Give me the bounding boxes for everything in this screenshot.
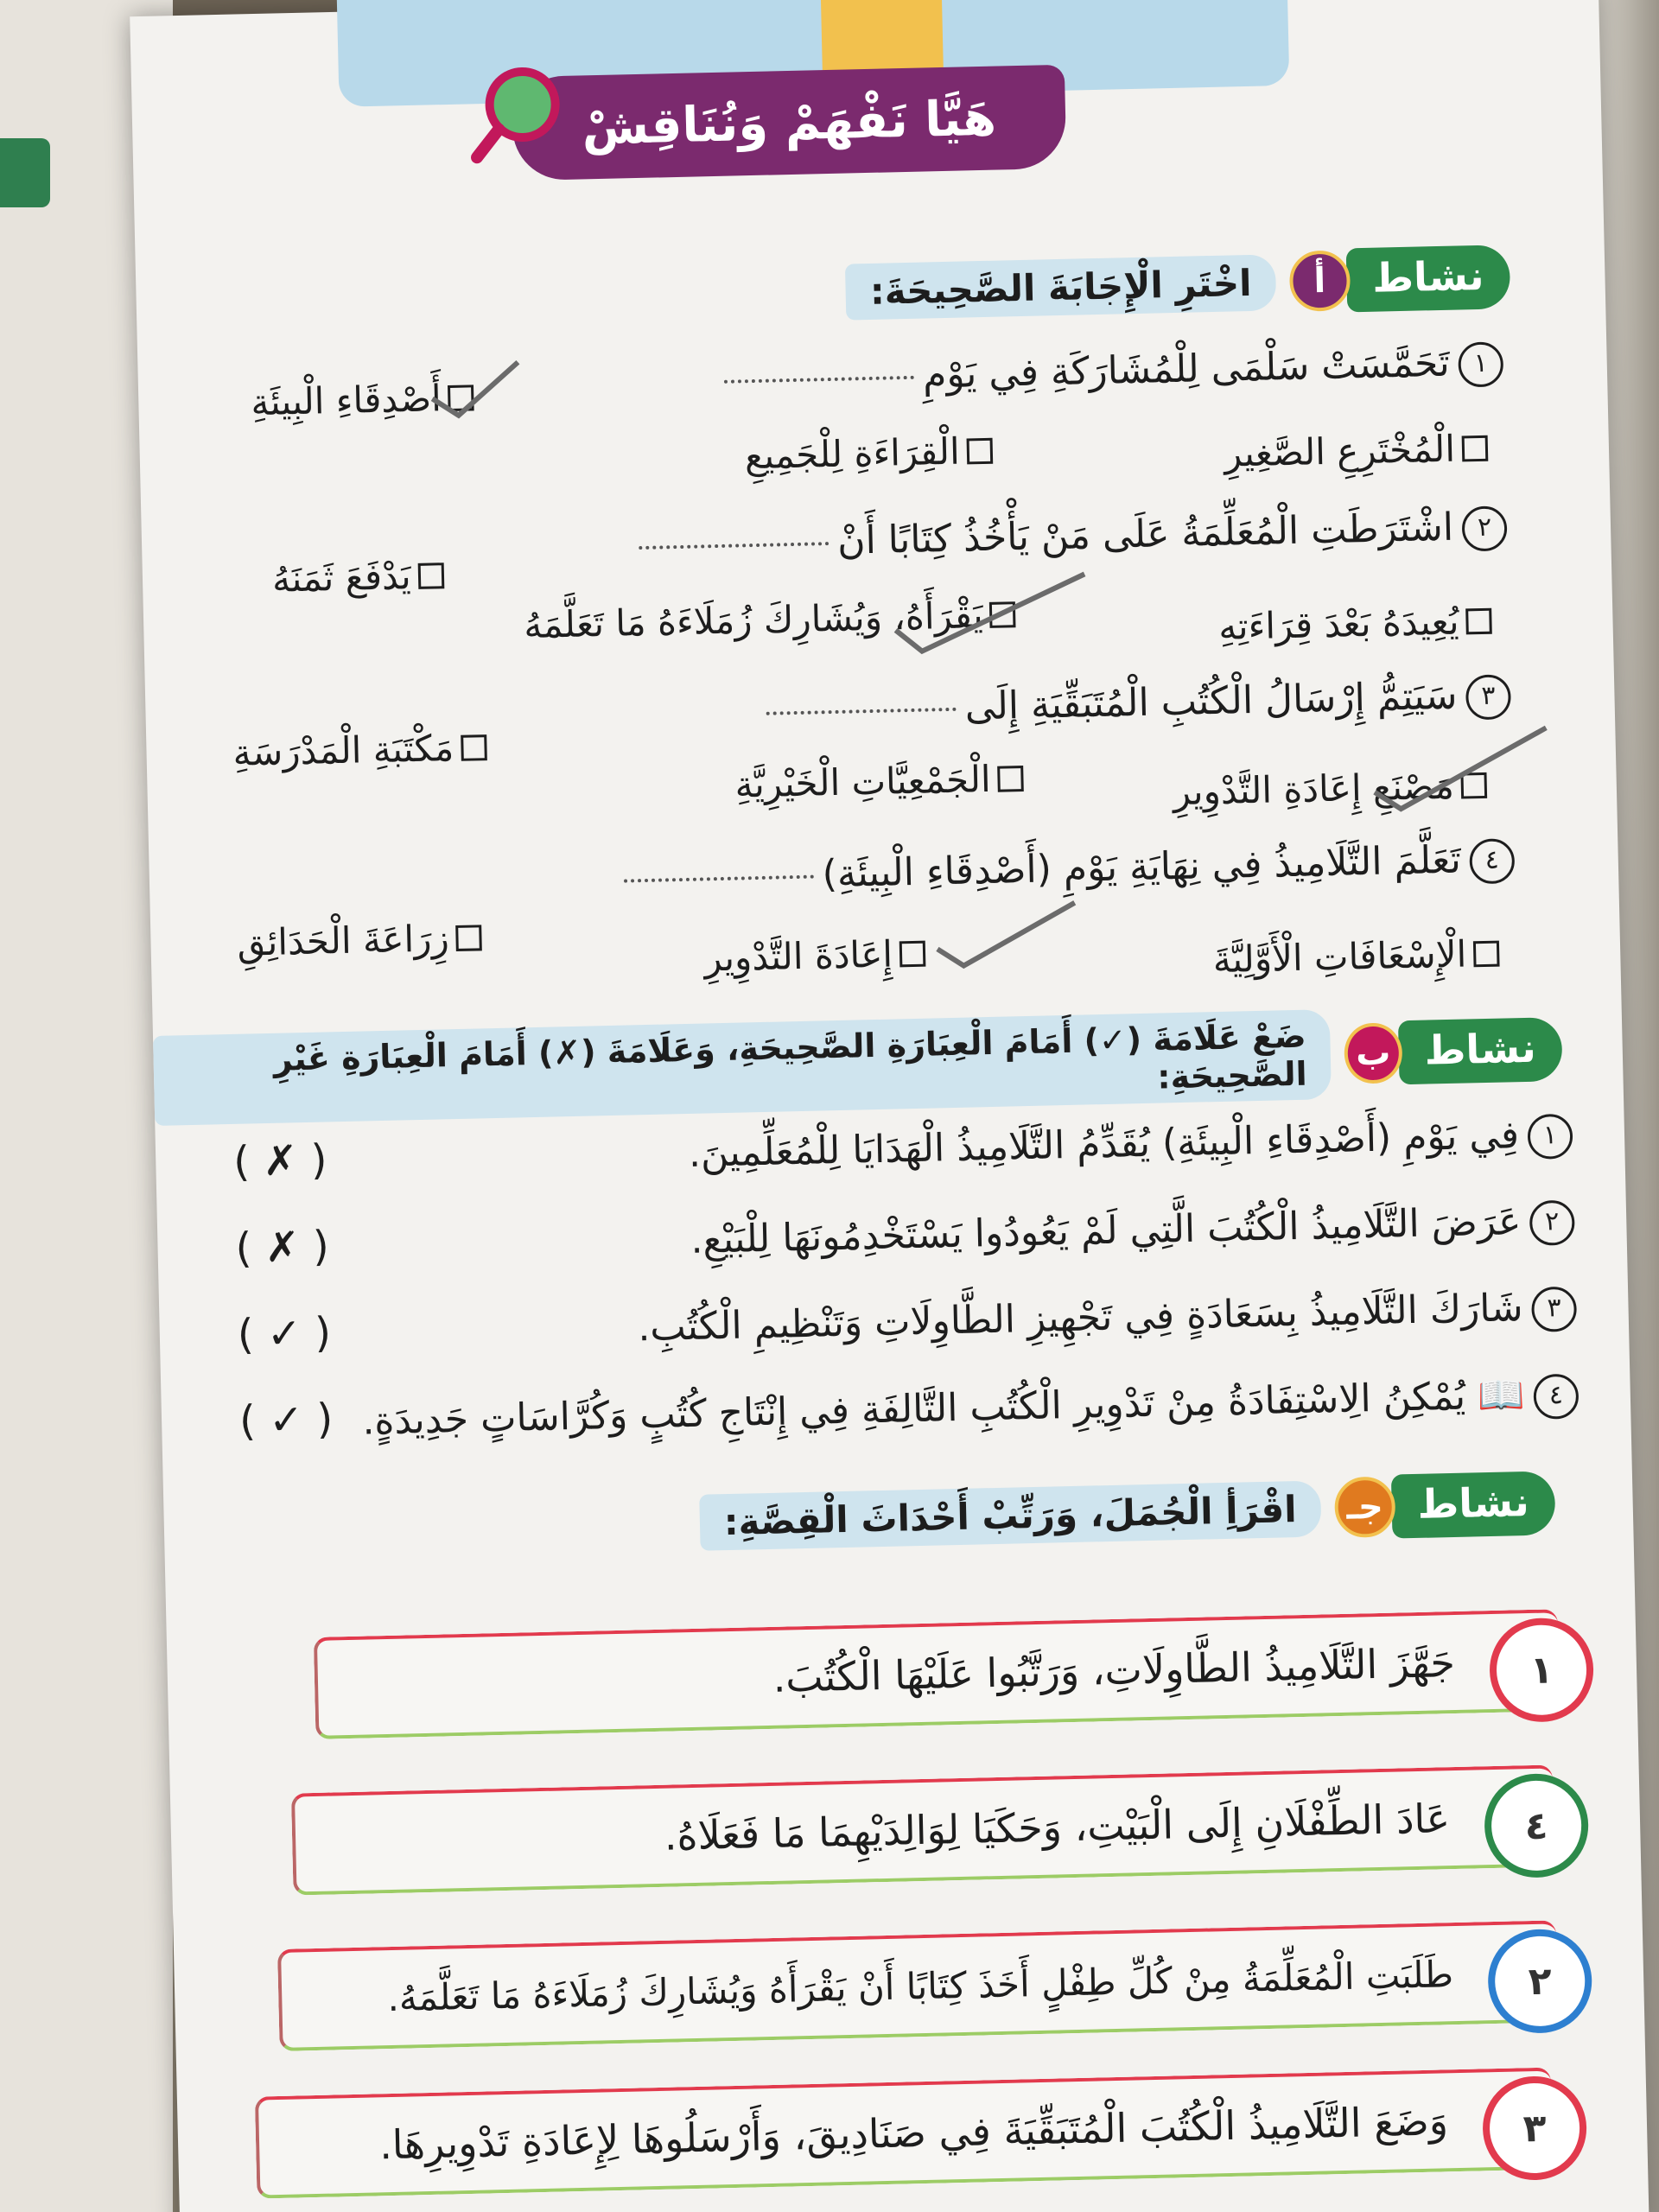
checkbox-icon: [417, 563, 444, 589]
pencil-check-mark: [928, 894, 1085, 976]
order-circle[interactable]: ٤: [1484, 1773, 1590, 1879]
order-circle[interactable]: ١: [1489, 1617, 1595, 1723]
question-2: ٢اشْتَرَطَتِ الْمُعَلِّمَةُ عَلَى مَنْ يَأْخُذُ كِتَابًا أَنْ: [639, 504, 1508, 570]
checkbox-icon: [997, 766, 1024, 792]
checkbox-icon: [899, 940, 926, 967]
answer-blank: [639, 542, 829, 550]
option-checkbox[interactable]: الْإِسْعَافَاتِ الْأَوَّلِيَّةَ: [1212, 932, 1500, 982]
option-checkbox[interactable]: الْمُخْتَرِعِ الصَّغِيرِ: [1224, 427, 1488, 475]
answer-blank: [766, 708, 957, 715]
option-checkbox[interactable]: إِعَادَةَ التَّدْوِيرِ: [704, 932, 926, 980]
answer-blank: [724, 376, 914, 384]
activity-b-header: [153, 1004, 1563, 1126]
activity-a-header: [845, 245, 1510, 323]
answer-blank: [624, 875, 814, 883]
checkbox-icon: [455, 925, 482, 951]
story-sentence-box: ٢ طَلَبَتِ الْمُعَلِّمَةُ مِنْ كُلِّ طِفْلٍ أَخَذَ كِتَابًا أَنْ يَقْرَأَهُ وَيُشَارِكَ زُمَلَاءَهُ مَا تَعَلَّمَهُ.: [277, 1920, 1558, 2051]
answer-mark[interactable]: ( ✗ ): [234, 1222, 330, 1273]
statement-3: ٣شَارَكَ التَّلَامِيذُ بِسَعَادَةٍ فِي تَجْهِيزِ الطَّاوِلَاتِ وَتَنْظِيمِ الْكُتُبِ.: [638, 1285, 1577, 1353]
order-circle[interactable]: ٣: [1482, 2075, 1588, 2182]
option-checkbox[interactable]: الْجَمْعِيَّاتِ الْخَيْرِيَّةِ: [734, 757, 1024, 806]
checkbox-icon: [1473, 940, 1500, 967]
activity-instruction: اقْرَأِ الْجُمَلَ، وَرَتِّبْ أَحْدَاثَ الْقِصَّةِ:: [699, 1480, 1321, 1550]
story-sentence-box: ٣ وَضَعَ التَّلَامِيذُ الْكُتُبَ الْمُتَبَقِّيَةَ فِي صَنَادِيقَ، وَأَرْسَلُوهَا لِإِعَادَةِ تَدْوِيرِهَا.: [255, 2068, 1553, 2199]
activity-instruction: ضَعْ عَلَامَةَ (✓) أَمَامَ الْعِبَارَةِ الصَّحِيحَةِ، وَعَلَامَةَ (✗) أَمَامَ الْعِبَارَةِ غَيْرِ الصَّحِيحَةِ:: [153, 1009, 1332, 1126]
option-checkbox[interactable]: يَدْفَعَ ثَمَنَهُ: [271, 554, 444, 600]
activity-letter: ب: [1344, 1022, 1402, 1084]
activity-c-header: [699, 1471, 1556, 1554]
workbook-page: [130, 0, 1649, 2212]
checkbox-icon: [966, 437, 993, 464]
statement-2: ٢عَرَضَ التَّلَامِيذُ الْكُتُبَ الَّتِي لَمْ يَعُودُوا يَسْتَخْدِمُونَهَا لِلْبَيْعِ.: [690, 1198, 1575, 1265]
checkbox-icon: [461, 734, 487, 761]
option-checkbox[interactable]: زِرَاعَةَ الْحَدَائِقِ: [237, 916, 482, 963]
option-checkbox[interactable]: يُعِيدَهُ بَعْدَ قِرَاءَتِهِ: [1218, 600, 1492, 648]
answer-mark[interactable]: ( ✗ ): [232, 1135, 328, 1186]
option-checkbox[interactable]: أَصْدِقَاءِ الْبِيئَةِ: [251, 376, 474, 423]
checkbox-icon: [1465, 607, 1492, 634]
question-3: ٣سَيَتِمُّ إِرْسَالُ الْكُتُبِ الْمُتَبَقِّيَةِ إِلَى: [766, 672, 1511, 736]
option-checkbox[interactable]: مَكْتَبَةِ الْمَدْرَسَةِ: [232, 726, 487, 774]
activity-instruction: اخْتَرِ الْإِجَابَةَ الصَّحِيحَةَ:: [845, 254, 1276, 320]
order-circle[interactable]: ٢: [1487, 1928, 1593, 2034]
option-checkbox[interactable]: الْقِرَاءَةِ لِلْجَمِيعِ: [744, 429, 993, 477]
question-1: ١تَحَمَّسَتْ سَلْمَى لِلْمُشَارَكَةِ فِي يَوْمِ: [724, 340, 1504, 404]
checkbox-icon: [989, 601, 1016, 628]
activity-letter: أ: [1289, 250, 1351, 312]
statement-1: ١فِي يَوْمِ (أَصْدِقَاءِ الْبِيئَةِ) يُقَدِّمُ التَّلَامِيذُ الْهَدَايَا لِلْمُعَلِّمِينَ.: [688, 1112, 1573, 1179]
answer-mark[interactable]: ( ✓ ): [237, 1308, 332, 1359]
checkbox-icon: [448, 385, 474, 411]
checkbox-icon: [1462, 435, 1489, 461]
activity-tag: نشاط: [1391, 1471, 1556, 1538]
story-sentence-box: ١ جَهَّزَ التَّلَامِيذُ الطَّاوِلَاتِ، وَرَتَّبُوا عَلَيْهَا الْكُتُبَ.: [314, 1609, 1560, 1739]
checkbox-icon: [1460, 772, 1487, 798]
page-title: هَيَّا نَفْهَمْ وَنُنَاقِشْ: [512, 65, 1067, 181]
story-sentence-box: ٤ عَادَ الطِّفْلَانِ إِلَى الْبَيْتِ، وَحَكَيَا لِوَالِدَيْهِمَا مَا فَعَلَاهُ.: [291, 1764, 1554, 1895]
activity-letter: جـ: [1334, 1477, 1396, 1539]
magnifier-icon: [467, 59, 574, 165]
previous-page-tab: [0, 138, 50, 207]
option-checkbox[interactable]: مَصْنَعِ إِعَادَةِ التَّدْوِيرِ: [1173, 764, 1487, 813]
statement-4: ٤📖 يُمْكِنُ الِاسْتِفَادَةُ مِنْ تَدْوِيرِ الْكُتُبِ التَّالِفَةِ فِي إِنْتَاجِ كُتُبٍ وَكُرَّاسَاتٍ جَدِيدَةٍ.: [362, 1371, 1580, 1446]
activity-tag: نشاط: [1398, 1017, 1563, 1084]
activity-tag: نشاط: [1346, 245, 1511, 312]
answer-mark[interactable]: ( ✓ ): [238, 1395, 334, 1446]
option-checkbox[interactable]: يَقْرَأَهُ، وَيُشَارِكَ زُمَلَاءَهُ مَا تَعَلَّمَهُ: [524, 593, 1016, 646]
question-4: ٤تَعَلَّمَ التَّلَامِيذُ فِي نِهَايَةِ يَوْمِ (أَصْدِقَاءِ الْبِيئَةِ): [623, 836, 1515, 903]
